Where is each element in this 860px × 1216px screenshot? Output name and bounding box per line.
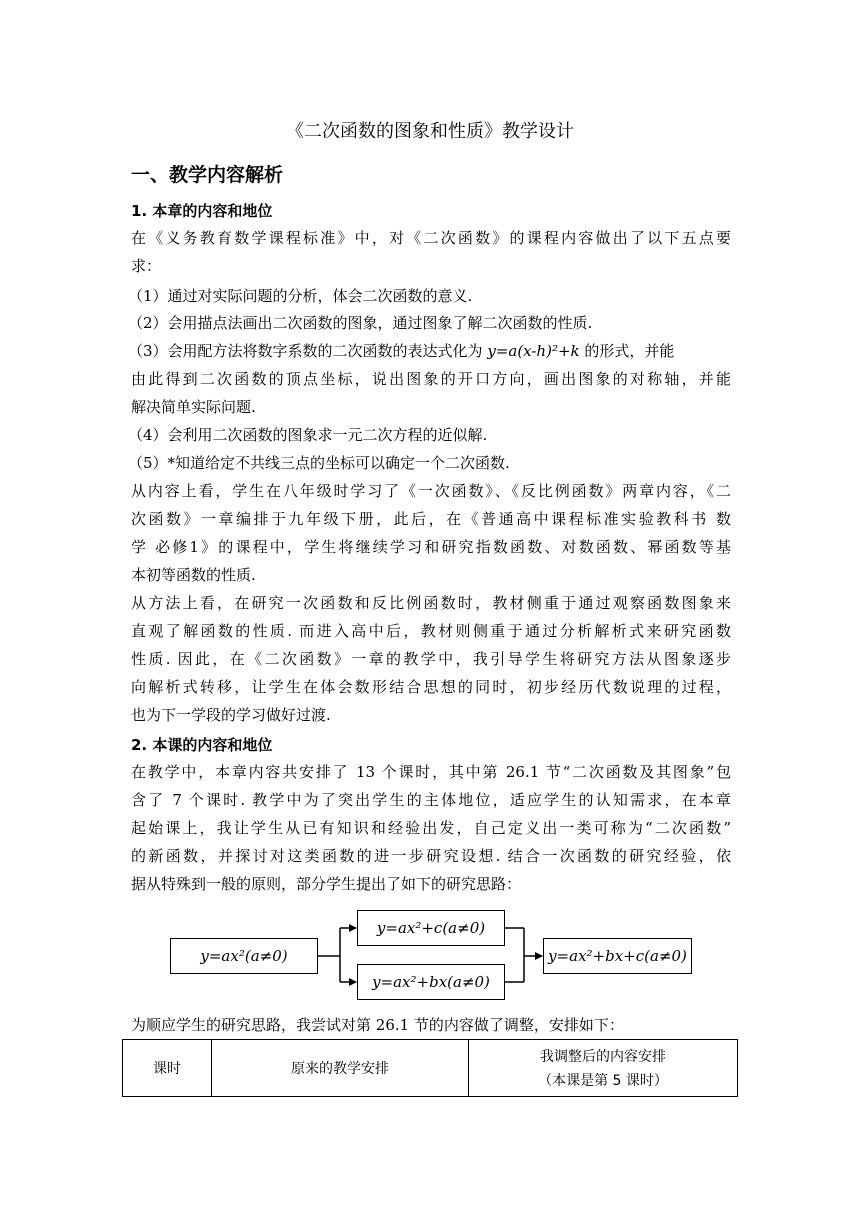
research-path-diagram (170, 906, 692, 1000)
paragraph-4-line-1: 在教学中，本章内容共安排了 13 个课时，其中第 26.1 节“二次函数及其图象”包 (131, 763, 731, 781)
subsection-heading-2: 2. 本课的内容和地位 (131, 736, 273, 754)
header-adjusted-plan-title: 我调整后的内容安排 (540, 1049, 666, 1065)
box-y-ax2-plus-bx: y=ax²+bx(a≠0) (357, 964, 505, 1000)
paragraph-5: 为顺应学生的研究思路，我尝试对第 26.1 节的内容做了调整，安排如下： (131, 1016, 624, 1034)
header-adjusted-plan (469, 1040, 738, 1097)
header-adjusted-plan-note: （本课是第 5 课时） (538, 1073, 668, 1089)
header-period: 课时 (123, 1040, 212, 1097)
requirement-2: （2）会用描点法画出二次函数的图象，通过图象了解二次函数的性质. (128, 314, 593, 332)
paragraph-4-line-4: 的新函数，并探讨对这类函数的进一步研究设想. 结合一次函数的研究经验，依 (131, 847, 731, 865)
paragraph-1-line-1: 在《义务教育数学课程标准》中，对《二次函数》的课程内容做出了以下五点要 (131, 229, 731, 247)
paragraph-3-line-2: 直观了解函数的性质. 而进入高中后，教材则侧重于通过分析解析式来研究函数 (131, 622, 731, 640)
box-y-ax2-plus-c: y=ax²+c(a≠0) (357, 910, 505, 946)
table-header-row (123, 1040, 738, 1097)
requirement-3-line-3: 解决简单实际问题. (131, 398, 256, 416)
requirement-3-line-2: 由此得到二次函数的顶点坐标，说出图象的开口方向，画出图象的对称轴，并能 (131, 370, 731, 388)
paragraph-2-line-4: 本初等函数的性质. (131, 566, 256, 584)
paragraph-3-line-4: 向解析式转移，让学生在体会数形结合思想的同时，初步经历代数说理的过程， (131, 678, 731, 696)
document-title: 《二次函数的图象和性质》教学设计 (286, 121, 574, 142)
requirement-4: （4）会利用二次函数的图象求一元二次方程的近似解. (128, 426, 488, 444)
paragraph-3-line-1: 从方法上看，在研究一次函数和反比例函数时，教材侧重于通过观察函数图象来 (131, 594, 731, 612)
section-heading-1: 一、教学内容解析 (131, 164, 284, 186)
paragraph-2-line-3: 学 必修1》的课程中，学生将继续学习和研究指数函数、对数函数、幂函数等基 (131, 538, 731, 556)
box-y-ax2: y=ax²(a≠0) (170, 938, 318, 974)
vertex-form-formula: y=a(x-h)²+k (487, 342, 580, 360)
paragraph-2-line-1: 从内容上看，学生在八年级时学习了《一次函数》、《反比例函数》两章内容，《二 (131, 482, 731, 500)
header-original-plan: 原来的教学安排 (212, 1040, 469, 1097)
paragraph-4-line-5: 据从特殊到一般的原则，部分学生提出了如下的研究思路： (131, 875, 522, 893)
paragraph-4-line-3: 起始课上，我让学生从已有知识和经验出发，自己定义出一类可称为“二次函数” (131, 819, 731, 837)
box-y-general-form: y=ax²+bx+c(a≠0) (543, 938, 692, 974)
requirement-5: （5）*知道给定不共线三点的坐标可以确定一个二次函数. (128, 454, 510, 472)
paragraph-1-line-2: 求： (131, 257, 162, 275)
requirement-1: （1）通过对实际问题的分析，体会二次函数的意义. (128, 287, 473, 305)
subsection-heading-1: 1. 本章的内容和地位 (131, 202, 273, 220)
paragraph-2-line-2: 次函数》一章编排于九年级下册，此后，在《普通高中课程标准实验教科书 数 (131, 510, 731, 528)
paragraph-3-line-3: 性质. 因此，在《二次函数》一章的教学中，我引导学生将研究方法从图象逐步 (131, 650, 731, 668)
paragraph-3-line-5: 也为下一学段的学习做好过渡. (131, 706, 331, 724)
paragraph-4-line-2: 含了 7 个课时. 教学中为了突出学生的主体地位，适应学生的认知需求，在本章 (131, 791, 731, 809)
requirement-3-line-1: （3）会用配方法将数字系数的二次函数的表达式化为 y=a(x-h)²+k 的形式，并能 (128, 342, 675, 360)
schedule-table (122, 1039, 738, 1097)
